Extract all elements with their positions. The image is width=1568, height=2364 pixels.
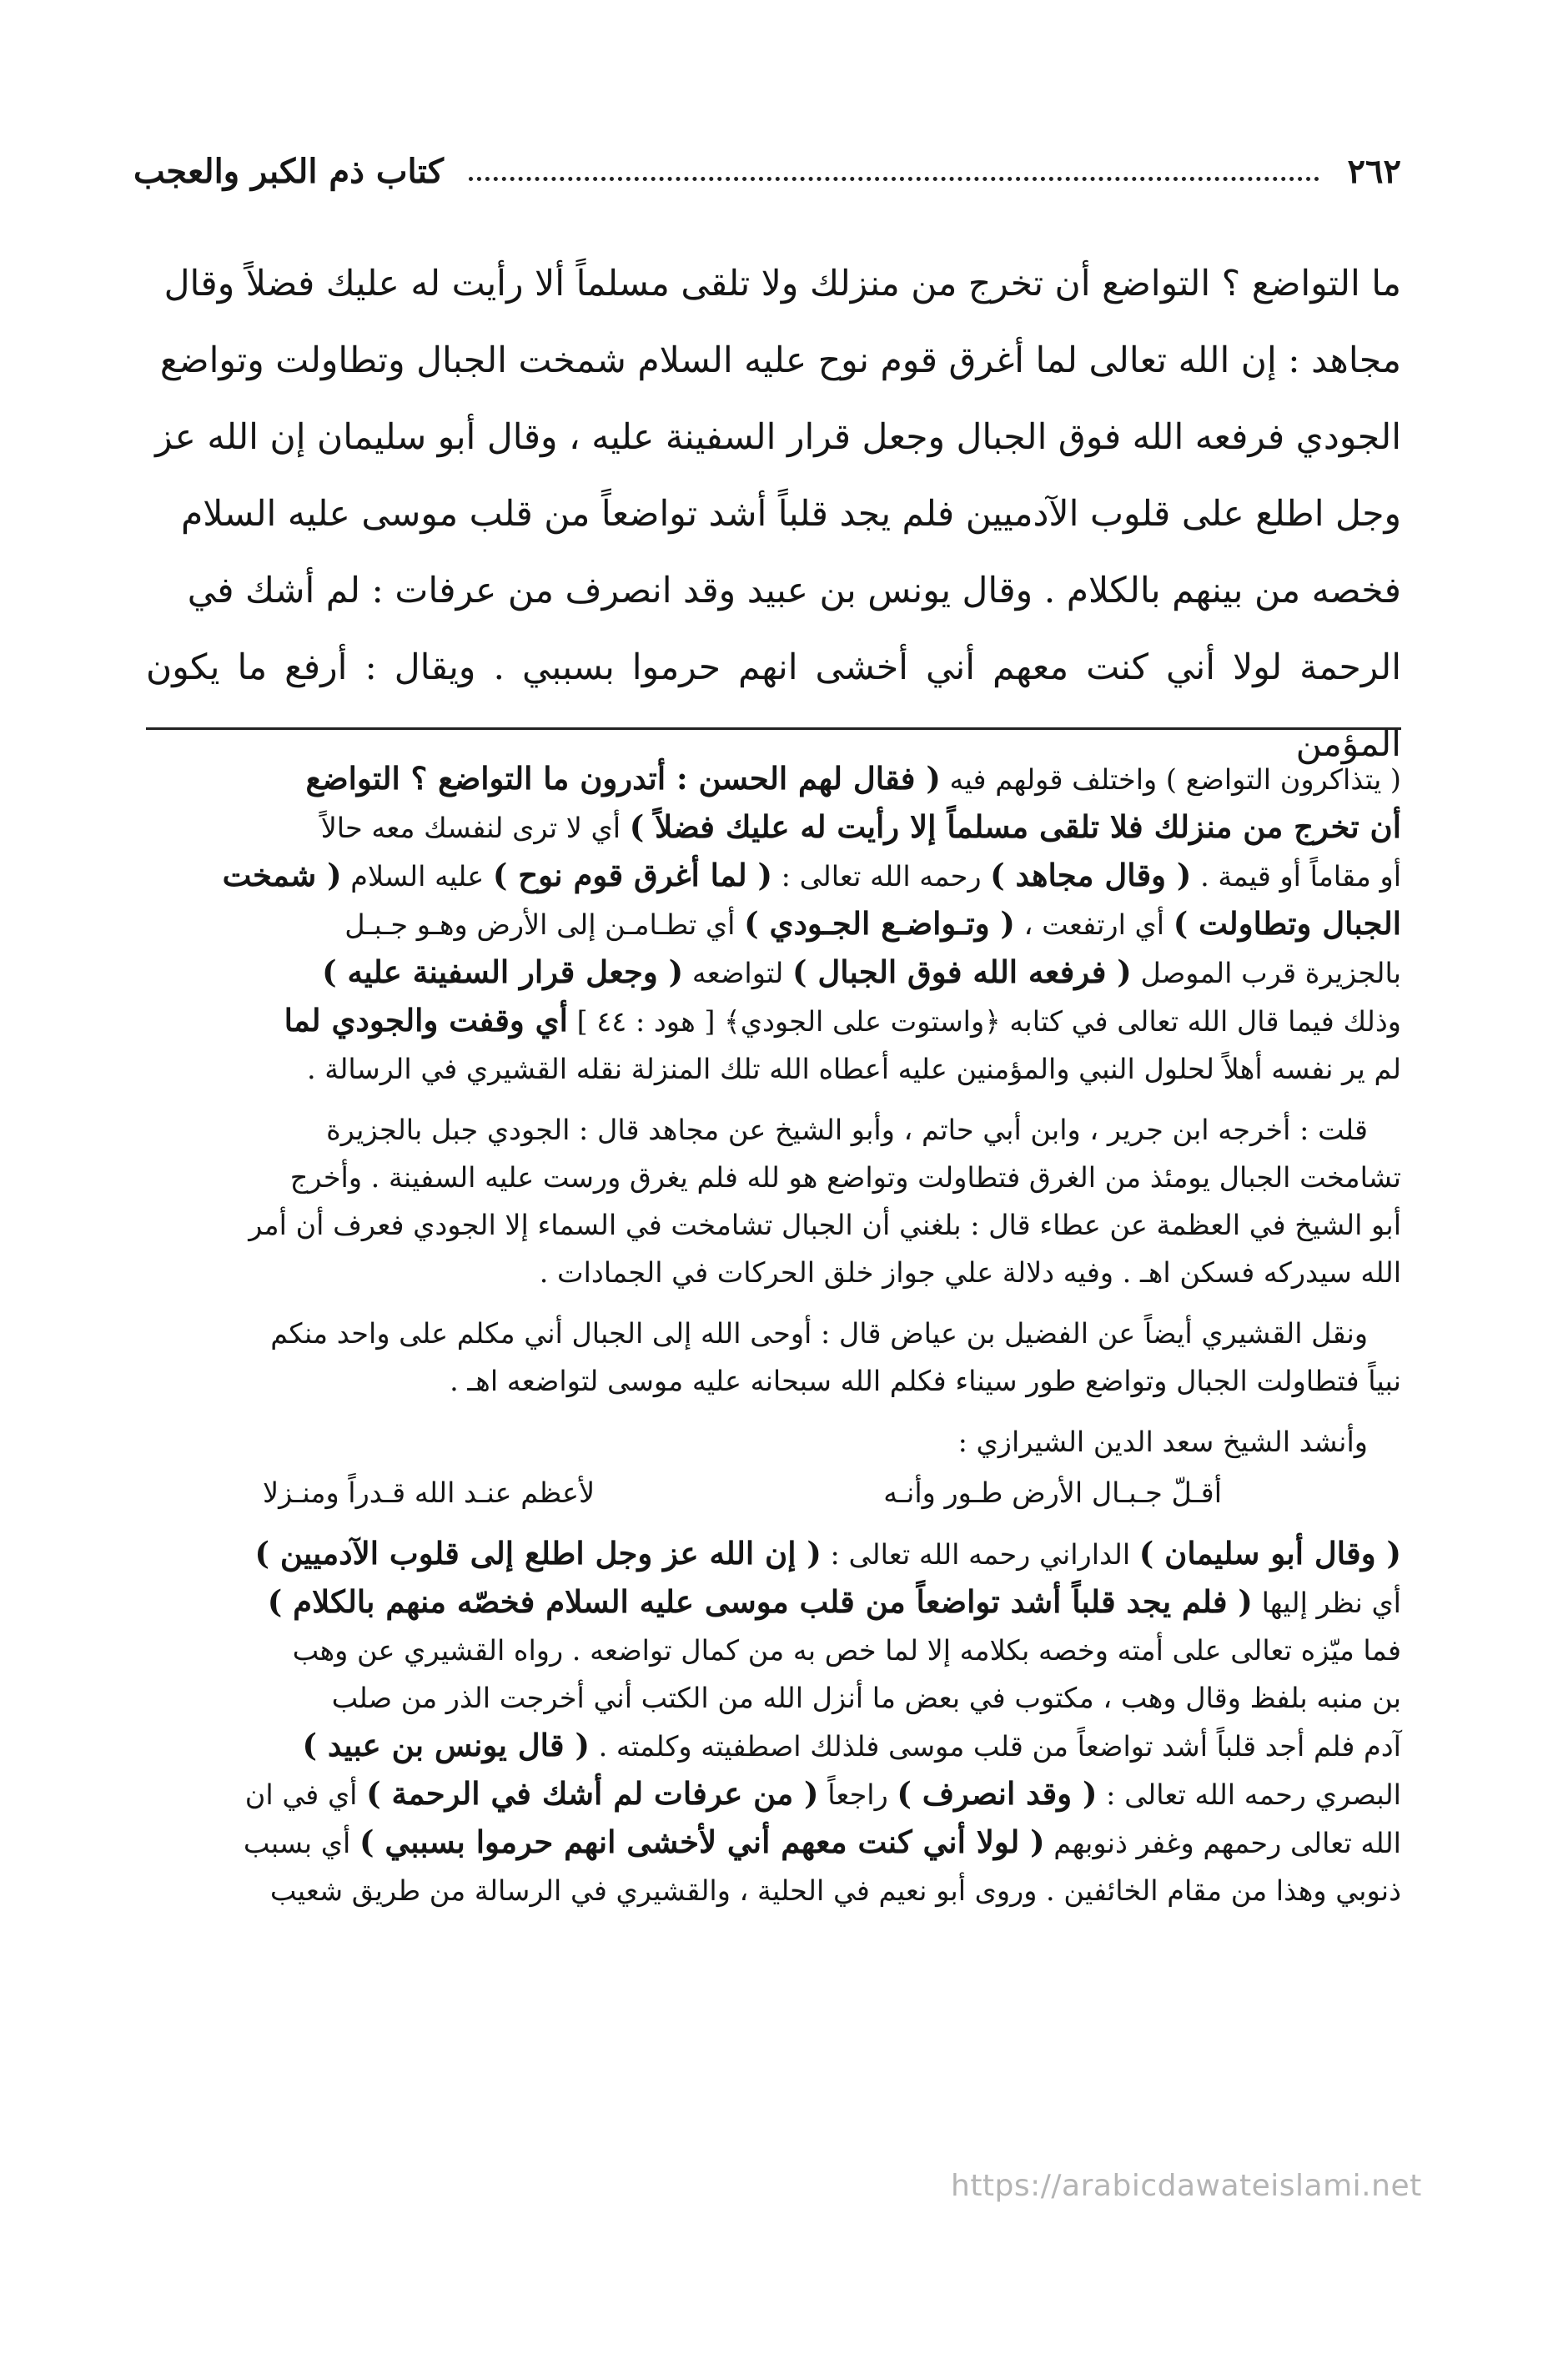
verse-second-hemistich: لأعظم عنـد الله قـدراً ومنـزلا: [263, 1476, 596, 1509]
text-run: أي تطـامـن إلى الأرض وهـو جـبـل: [344, 908, 745, 941]
watermark-url: https://arabicdawateislami.net: [951, 2169, 1422, 2203]
commentary-line: فما ميّزه تعالى على أمته وخصه بكلامه إلا لما خص به من كمال تواضعه . رواه القشيري عن وهب: [292, 1634, 1401, 1667]
text-run: أي ارتفعت ،: [1014, 908, 1173, 941]
quoted-matn: ( فقال لهم الحسن : أتدرون ما التواضع ؟ التواضع: [305, 760, 941, 797]
main-line: الرحمة لولا أني كنت معهم أني أخشى انهم حرموا بسببي . ويقال : أرفع ما يكون المؤمن: [146, 647, 1401, 765]
commentary-line: لم ير نفسه أهلاً لحلول النبي والمؤمنين عليه أعطاه الله تلك المنزلة نقله القشيري في الرسالة .: [306, 1053, 1401, 1085]
text-run: الداراني رحمه الله تعالى :: [821, 1538, 1139, 1571]
commentary-line: [146, 948, 1401, 997]
main-line: الجودي فرفعه الله فوق الجبال وجعل قرار السفينة عليه ، وقال أبو سليمان إن الله عز: [155, 417, 1401, 458]
text-run: عليه السلام: [341, 860, 493, 893]
commentary-paragraph-3: [146, 1310, 1401, 1405]
commentary-line: نبياً فتطاولت الجبال وتواضع طور سيناء فكلم الله سبحانه عليه موسى لتواضعه اهـ .: [450, 1365, 1401, 1397]
commentary-line: [146, 900, 1401, 948]
commentary-line: [146, 1770, 1401, 1818]
text-run: بالجزيرة قرب الموصل: [1131, 957, 1401, 989]
text-run: أي لا ترى لنفسك معه حالاً: [320, 812, 630, 844]
quoted-matn: ( لما أغرق قوم نوح ): [492, 857, 773, 893]
quoted-matn: ( إن الله عز وجل اطلع إلى قلوب الآدميين ): [254, 1535, 822, 1572]
main-line: مجاهد : إن الله تعالى لما أغرق قوم نوح عليه السلام شمخت الجبال وتطاولت وتواضع: [159, 340, 1401, 381]
quoted-matn: الجبال وتطاولت ): [1173, 905, 1401, 942]
text-run: أي بسبب: [243, 1827, 359, 1859]
commentary-line: الله سيدركه فسكن اهـ . وفيه دلالة علي جواز خلق الحركات في الجمادات .: [539, 1256, 1401, 1289]
commentary-line: ذنوبي وهذا من مقام الخائفين . وروى أبو نعيم في الحلية ، والقشيري في الرسالة من طريق شعيب: [269, 1874, 1401, 1907]
page-number: ٢٦٢: [1347, 151, 1401, 191]
commentary-line: [146, 1722, 1401, 1770]
commentary-line: [146, 803, 1401, 852]
quoted-matn: ( شمخت: [222, 857, 342, 893]
text-run: الله تعالى رحمهم وغفر ذنوبهم: [1044, 1827, 1401, 1859]
text-run: رحمه الله تعالى :: [772, 860, 991, 893]
commentary-line: قلت : أخرجه ابن جرير ، وابن أبي حاتم ، وأبو الشيخ عن مجاهد قال : الجودي جبل بالجزيرة: [326, 1114, 1368, 1146]
commentary-paragraph-5: [146, 1530, 1401, 1914]
text-run: أي نظر إليها: [1252, 1587, 1401, 1619]
commentary-paragraph-2: [146, 1106, 1401, 1296]
commentary-line: [146, 1530, 1401, 1578]
quoted-matn: أن تخرج من منزلك فلا تلقى مسلماً إلا رأيت له عليك فضلاً ): [629, 808, 1401, 845]
quoted-matn: ( وقد انصرف ): [897, 1775, 1098, 1812]
commentary-line: [146, 755, 1401, 803]
quoted-matn: ( وقال أبو سليمان ): [1138, 1535, 1401, 1572]
commentary-line: ونقل القشيري أيضاً عن الفضيل بن عياض قال : أوحى الله إلى الجبال أني مكلم على واحد منكم: [270, 1317, 1368, 1350]
quoted-matn: ( وجعل قرار السفينة عليه ): [322, 953, 684, 990]
commentary-line: [146, 1818, 1401, 1867]
commentary-line: بن منبه بلفظ وقال وهب ، مكتوب في بعض ما أنزل الله من الكتب أني أخرجت الذر من صلب: [331, 1682, 1401, 1714]
text-run: أو مقاماً أو قيمة .: [1191, 860, 1401, 893]
quoted-matn: أي وقفت والجودي لما: [284, 1002, 568, 1039]
commentary-paragraph-4: [146, 1418, 1401, 1516]
commentary-paragraph-1: [146, 755, 1401, 1093]
main-line: ما التواضع ؟ التواضع أن تخرج من منزلك ولا تلقى مسلماً ألا رأيت له عليك فضلاً وقال: [163, 264, 1401, 304]
poem-verse: [146, 1469, 1401, 1516]
running-header: [133, 142, 1401, 200]
text-run: أي في ان: [244, 1778, 367, 1811]
verse-first-hemistich: أقـلّ جـبـال الأرض طـور وأنـه: [883, 1476, 1222, 1509]
text-run: وذلك فيما قال الله تعالى في كتابه ﴿واستوت على الجودي﴾ [ هود : ٤٤ ]: [567, 1005, 1401, 1038]
commentary-line: [146, 852, 1401, 900]
text-run: ( يتذاكرون التواضع ) واختلف قولهم فيه: [940, 763, 1401, 796]
quoted-matn: ( فرفعه الله فوق الجبال ): [792, 953, 1132, 990]
quoted-matn: ( وقال مجاهد ): [990, 857, 1192, 893]
commentary-line: تشامخت الجبال يومئذ من الغرق فتطاولت وتواضع هو لله فلم يغرق ورست عليه السفينة . وأخرج: [289, 1161, 1401, 1194]
text-run: آدم فلم أجد قلباً أشد تواضعاً من قلب موسى فلذلك اصطفيته وكلمته .: [589, 1730, 1401, 1763]
text-run: لتواضعه: [683, 957, 792, 989]
main-line: وجل اطلع على قلوب الآدميين فلم يجد قلباً أشد تواضعاً من قلب موسى عليه السلام: [180, 494, 1401, 535]
main-text: [146, 246, 1401, 783]
commentary-line: أبو الشيخ في العظمة عن عطاء قال : بلغني أن الجبال تشامخت في السماء إلا الجودي فعرف أن أمر: [249, 1209, 1401, 1241]
section-divider: [146, 727, 1401, 730]
dotted-leader: [469, 177, 1319, 181]
quoted-matn: ( من عرفات لم أشك في الرحمة ): [366, 1775, 819, 1812]
quoted-matn: ( قال يونس بن عبيد ): [302, 1727, 590, 1763]
commentary-line: وأنشد الشيخ سعد الدين الشيرازي :: [957, 1426, 1368, 1458]
commentary: [146, 755, 1401, 1914]
book-title: كتاب ذم الكبر والعجب: [133, 151, 444, 191]
quoted-matn: ( لولا أني كنت معهم أني لأخشى انهم حرموا بسببي ): [359, 1823, 1045, 1860]
text-run: البصري رحمه الله تعالى :: [1097, 1778, 1401, 1811]
quoted-matn: ( وتـواضـع الجـودي ): [744, 905, 1015, 942]
quoted-matn: ( فلم يجد قلباً أشد تواضعاً من قلب موسى عليه السلام فخصّه منهم بالكلام ): [267, 1583, 1253, 1620]
commentary-line: [146, 1578, 1401, 1627]
commentary-line: [146, 997, 1401, 1045]
text-run: راجعاً: [818, 1778, 897, 1811]
main-line: فخصه من بينهم بالكلام . وقال يونس بن عبيد وقد انصرف من عرفات : لم أشك في: [187, 571, 1401, 611]
